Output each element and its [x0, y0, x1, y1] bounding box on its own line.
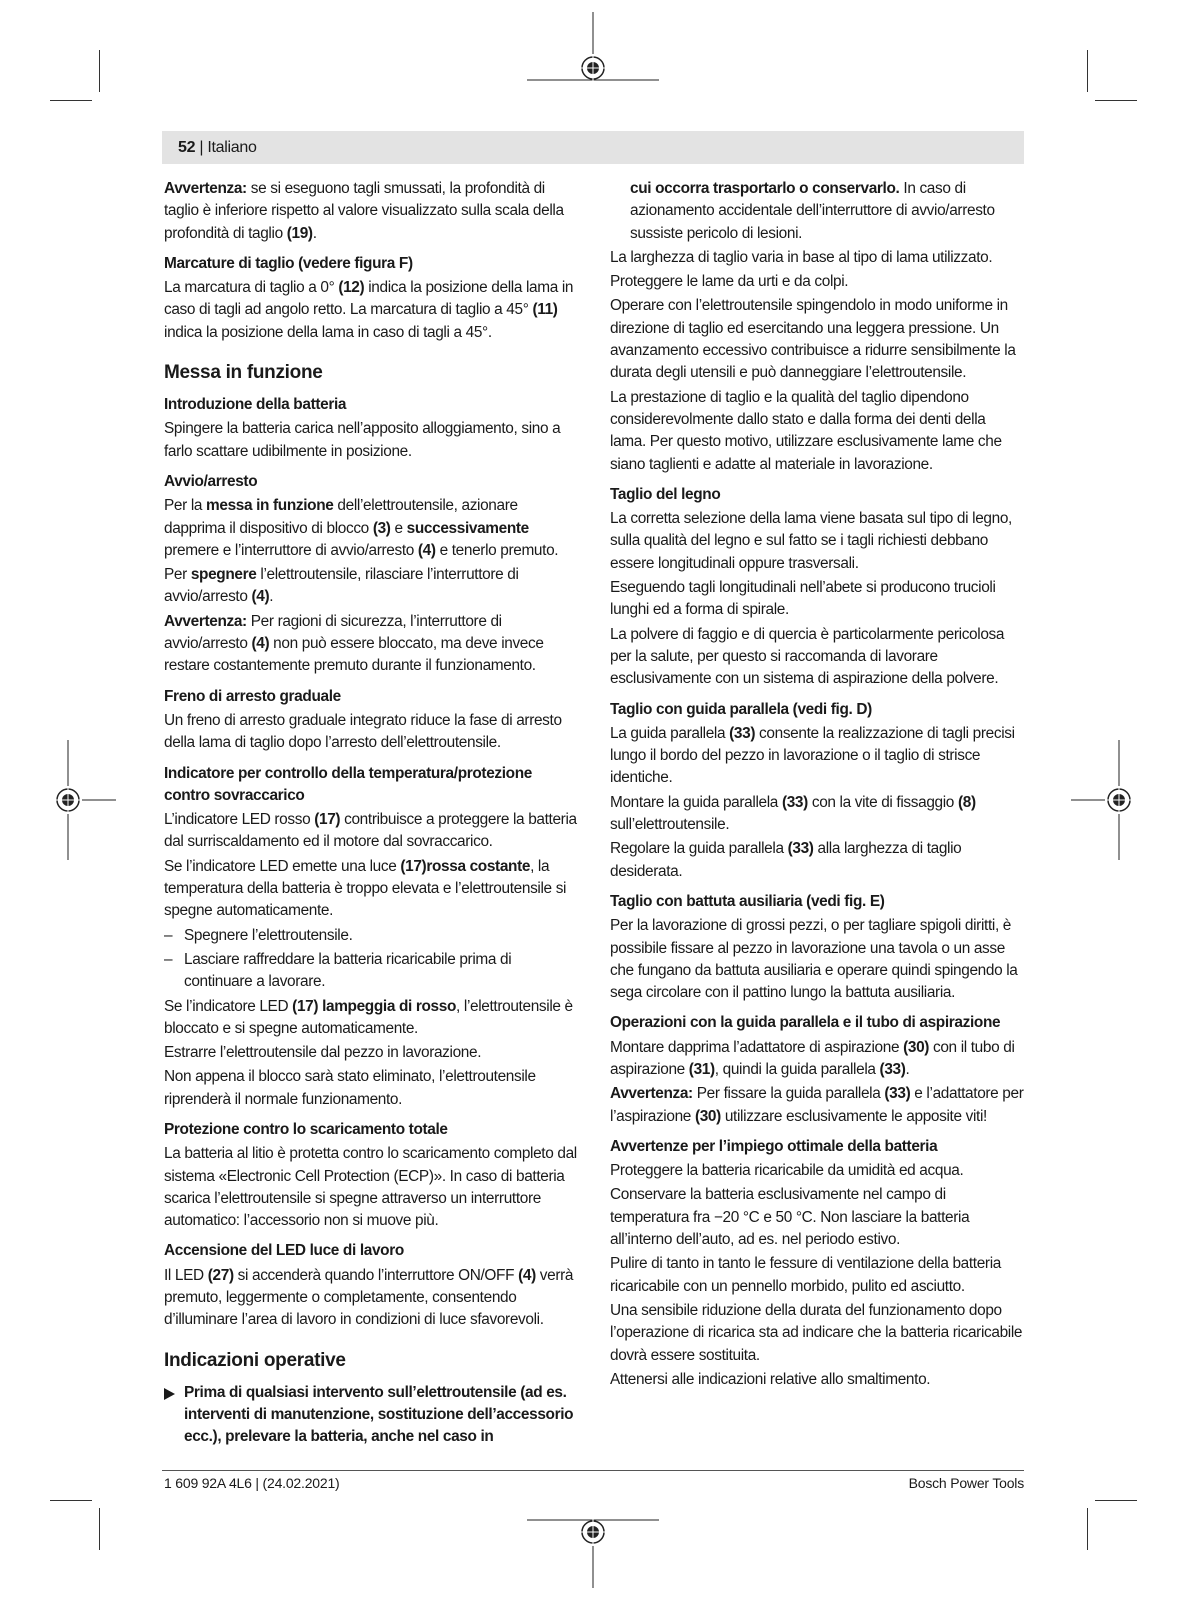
subheading: Indicatore per controllo della temperatura/protezione contro sovraccarico	[164, 764, 532, 804]
list-item: – Spegnere l’elettroutensile.	[164, 926, 353, 944]
crop-mark	[1095, 1500, 1137, 1501]
paragraph: La corretta selezione della lama viene basata sul tipo di legno, sulla qualità del legno e sul fatto se i tagli richiesti debbano essere longitudinali oppure trasversali.	[610, 510, 1012, 572]
crop-mark	[1087, 50, 1088, 92]
registration-mark-icon	[56, 740, 116, 860]
subheading: Avvio/arresto	[164, 472, 258, 490]
subheading: Taglio con battuta ausiliaria (vedi fig. E)	[610, 892, 885, 910]
subheading: Introduzione della batteria	[164, 396, 347, 414]
paragraph: Regolare la guida parallela (33) alla larghezza di taglio desiderata.	[610, 840, 962, 880]
paragraph: La polvere di faggio e di quercia è particolarmente pericolosa per la salute, per questo si raccomanda di lavorare esclusivamente con un sistema di aspirazione della polvere.	[610, 625, 1005, 688]
subheading: Avvertenze per l’impiego ottimale della batteria	[610, 1137, 938, 1155]
paragraph: La guida parallela (33) consente la realizzazione di tagli precisi lungo il bordo del pezzo in lavorazione o il taglio di strisce identiche.	[610, 724, 1015, 787]
paragraph: Spingere la batteria carica nell’apposito alloggiamento, sino a farlo scattare udibilmente in posizione.	[164, 420, 561, 460]
paragraph: Estrarre l’elettroutensile dal pezzo in lavorazione.	[164, 1044, 482, 1062]
crop-mark	[50, 1500, 92, 1501]
paragraph: Per la lavorazione di grossi pezzi, o per tagliare spigoli diritti, è possibile fissare al pezzo in lavorazione una tavola o un asse che fungano da battuta ausiliaria e operare quindi spingendo la sega circolare con il pattino lungo la battuta ausiliaria.	[610, 917, 1018, 1002]
paragraph: Avvertenza: Per ragioni di sicurezza, l’interruttore di avvio/arresto (4) non può essere bloccato, ma deve invece restare costantemente premuto durante il funzionamento.	[164, 612, 544, 675]
paragraph: Se l’indicatore LED (17) lampeggia di rosso, l’elettroutensile è bloccato e si spegne automaticamente.	[164, 997, 573, 1037]
page-header: 52 | Italiano	[178, 139, 257, 156]
paragraph: Per la messa in funzione dell’elettroutensile, azionare dapprima il dispositivo di blocco (3) e successivamente premere e l’interruttore di avvio/arresto (4) e tenerlo premuto.	[164, 497, 559, 559]
subheading: Taglio con guida parallela (vedi fig. D)	[610, 700, 872, 718]
paragraph: Per spegnere l’elettroutensile, rilasciare l’interruttore di avvio/arresto (4).	[164, 566, 519, 606]
paragraph: Conservare la batteria esclusivamente nel campo di temperatura fra −20 °C e 50 °C. Non lasciare la batteria all’interno dell’auto, ad es. nel periodo estivo.	[610, 1186, 970, 1249]
subheading: Taglio del legno	[610, 485, 721, 503]
section-heading: Indicazioni operative	[164, 1349, 346, 1371]
footer-brand: Bosch Power Tools	[908, 1475, 1024, 1491]
paragraph: Avvertenza: Per fissare la guida parallela (33) e l’adattatore per l’aspirazione (30) utilizzare esclusivamente le apposite viti!	[610, 1085, 1024, 1125]
subheading: Protezione contro lo scaricamento totale	[164, 1120, 448, 1138]
paragraph: Non appena il blocco sarà stato eliminato, l’elettroutensile riprenderà il normale funzionamento.	[164, 1068, 536, 1108]
list-item: – Lasciare raffreddare la batteria ricaricabile prima di continuare a lavorare.	[164, 950, 512, 991]
registration-mark-icon	[1071, 740, 1131, 860]
paragraph: Il LED (27) si accenderà quando l’interruttore ON/OFF (4) verrà premuto, leggermente o completamente, consentendo d’illuminare l’area di lavoro in condizioni di luce sfavorevoli.	[164, 1266, 574, 1329]
left-column	[164, 178, 579, 1451]
subheading: Marcature di taglio (vedere figura F)	[164, 254, 413, 272]
page-header-bar	[162, 131, 1024, 164]
crop-mark	[1087, 1508, 1088, 1550]
crop-mark	[1095, 100, 1137, 101]
paragraph: La larghezza di taglio varia in base al tipo di lama utilizzato.	[610, 248, 993, 266]
crop-mark	[99, 1508, 100, 1550]
safety-warning-continued: cui occorra trasportarlo o conservarlo. In caso di azionamento accidentale dell’interruttore di avvio/arresto sussiste pericolo di lesioni.	[630, 180, 995, 242]
paragraph: L’indicatore LED rosso (17) contribuisce a proteggere la batteria dal surriscaldamento ed il motore dal sovraccarico.	[164, 811, 577, 851]
paragraph: Se l’indicatore LED emette una luce (17)rossa costante, la temperatura della batteria è troppo elevata e l’elettroutensile si spegne automaticamente.	[164, 857, 567, 920]
paragraph: Proteggere le lame da urti e da colpi.	[610, 273, 849, 291]
page-language: Italiano	[207, 139, 257, 156]
warning-triangle-icon	[164, 1388, 175, 1400]
right-column	[610, 178, 1025, 1393]
paragraph: Eseguendo tagli longitudinali nell’abete si producono trucioli lunghi ed a forma di spirale.	[610, 579, 996, 619]
paragraph: Una sensibile riduzione della durata del funzionamento dopo l’operazione di ricarica sta ad indicare che la batteria ricaricabile dovrà essere sostituita.	[610, 1301, 1023, 1364]
paragraph: La marcatura di taglio a 0° (12) indica la posizione della lama in caso di tagli ad angolo retto. La marcatura di taglio a 45° (11) indica la posizione della lama in caso di tagli a 45°.	[164, 279, 574, 341]
paragraph: La prestazione di taglio e la qualità del taglio dipendono considerevolmente dallo stato e dalla forma dei denti della lama. Per questo motivo, utilizzare esclusivamente lame che siano taglienti e adatte al materiale in lavorazione.	[610, 388, 1002, 473]
crop-mark	[50, 100, 92, 101]
safety-warning: Prima di qualsiasi intervento sull’elettroutensile (ad es. interventi di manutenzione, sostituzione dell’accessorio ecc.), prelevare la batteria, anche nel caso in	[164, 1382, 579, 1449]
paragraph: Attenersi alle indicazioni relative allo smaltimento.	[610, 1370, 931, 1388]
registration-mark-icon	[527, 1512, 659, 1588]
paragraph: Pulire di tanto in tanto le fessure di ventilazione della batteria ricaricabile con un pennello morbido, pulito ed asciutto.	[610, 1255, 1001, 1295]
paragraph: Montare dapprima l’adattatore di aspirazione (30) con il tubo di aspirazione (31), quindi la guida parallela (33).	[610, 1038, 1015, 1078]
registration-mark-icon	[527, 12, 659, 88]
paragraph: La batteria al litio è protetta contro lo scaricamento completo dal sistema «Electronic Cell Protection (ECP)». In caso di batteria scarica l’elettroutensile si spegne attraverso un interruttore automatico: l’accessorio non si muove più.	[164, 1145, 577, 1230]
paragraph: Operare con l’elettroutensile spingendolo in modo uniforme in direzione di taglio ed esercitando una leggera pressione. Un avanzamento eccessivo contribuisce a ridurre sensibilmente la durata degli utensili e può danneggiare l’elettroutensile.	[610, 297, 1016, 382]
crop-mark	[99, 50, 100, 92]
paragraph: Un freno di arresto graduale integrato riduce la fase di arresto della lama di taglio dopo l’arresto dell’elettroutensile.	[164, 711, 562, 752]
paragraph: Avvertenza: se si eseguono tagli smussati, la profondità di taglio è inferiore rispetto al valore visualizzato sulla scala della profondità di taglio (19).	[164, 180, 564, 242]
subheading: Freno di arresto graduale	[164, 687, 341, 705]
paragraph: Montare la guida parallela (33) con la vite di fissaggio (8) sull’elettroutensile.	[610, 793, 976, 834]
subheading: Operazioni con la guida parallela e il tubo di aspirazione	[610, 1014, 1001, 1032]
footer-document-id: 1 609 92A 4L6 | (24.02.2021)	[164, 1475, 340, 1491]
page-number: 52	[178, 139, 196, 156]
footer-rule	[162, 1470, 1024, 1471]
section-heading: Messa in funzione	[164, 362, 323, 384]
paragraph: Proteggere la batteria ricaricabile da umidità ed acqua.	[610, 1162, 964, 1180]
subheading: Accensione del LED luce di lavoro	[164, 1242, 404, 1260]
